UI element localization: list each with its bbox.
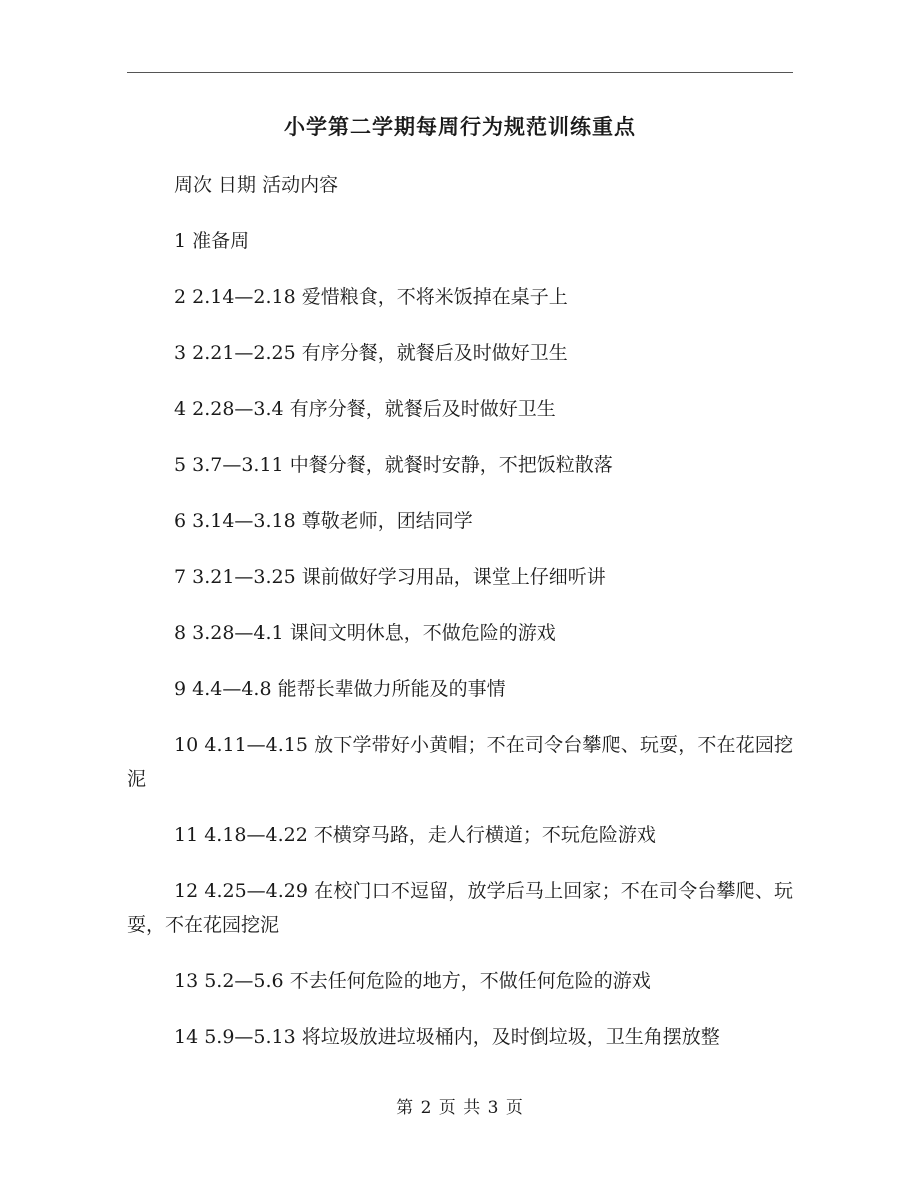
paragraph-week-5: 5 3.7—3.11 中餐分餐，就餐时安静，不把饭粒散落 bbox=[174, 454, 613, 476]
paragraph-week-3: 3 2.21—2.25 有序分餐，就餐后及时做好卫生 bbox=[174, 342, 568, 364]
header-rule bbox=[127, 72, 793, 73]
paragraph-week-14: 14 5.9—5.13 将垃圾放进垃圾桶内，及时倒垃圾，卫生角摆放整 bbox=[174, 1026, 720, 1048]
paragraph-week-6: 6 3.14—3.18 尊敬老师，团结同学 bbox=[174, 510, 473, 532]
paragraph-week-12: 12 4.25—4.29 在校门口不逗留，放学后马上回家；不在司令台攀爬、玩耍，不在花园挖泥 bbox=[127, 880, 793, 936]
paragraph-table-header: 周次 日期 活动内容 bbox=[174, 174, 339, 196]
paragraph-week-7: 7 3.21—3.25 课前做好学习用品，课堂上仔细听讲 bbox=[174, 566, 606, 588]
document-body bbox=[127, 168, 793, 1076]
paragraph-week-2: 2 2.14—2.18 爱惜粮食，不将米饭掉在桌子上 bbox=[174, 286, 568, 308]
paragraph-week-10: 10 4.11—4.15 放下学带好小黄帽；不在司令台攀爬、玩耍，不在花园挖泥 bbox=[127, 734, 793, 790]
paragraph-week-11: 11 4.18—4.22 不横穿马路，走人行横道；不玩危险游戏 bbox=[174, 824, 656, 846]
paragraph-week-9: 9 4.4—4.8 能帮长辈做力所能及的事情 bbox=[174, 678, 506, 700]
paragraph-week-13: 13 5.2—5.6 不去任何危险的地方，不做任何危险的游戏 bbox=[174, 970, 651, 992]
paragraph-week-1: 1 准备周 bbox=[174, 230, 250, 252]
paragraph-week-8: 8 3.28—4.1 课间文明休息，不做危险的游戏 bbox=[174, 622, 556, 644]
page-number-footer: 第 2 页 共 3 页 bbox=[396, 1098, 524, 1118]
paragraph-week-4: 4 2.28—3.4 有序分餐，就餐后及时做好卫生 bbox=[174, 398, 556, 420]
page-title: 小学第二学期每周行为规范训练重点 bbox=[284, 114, 636, 139]
